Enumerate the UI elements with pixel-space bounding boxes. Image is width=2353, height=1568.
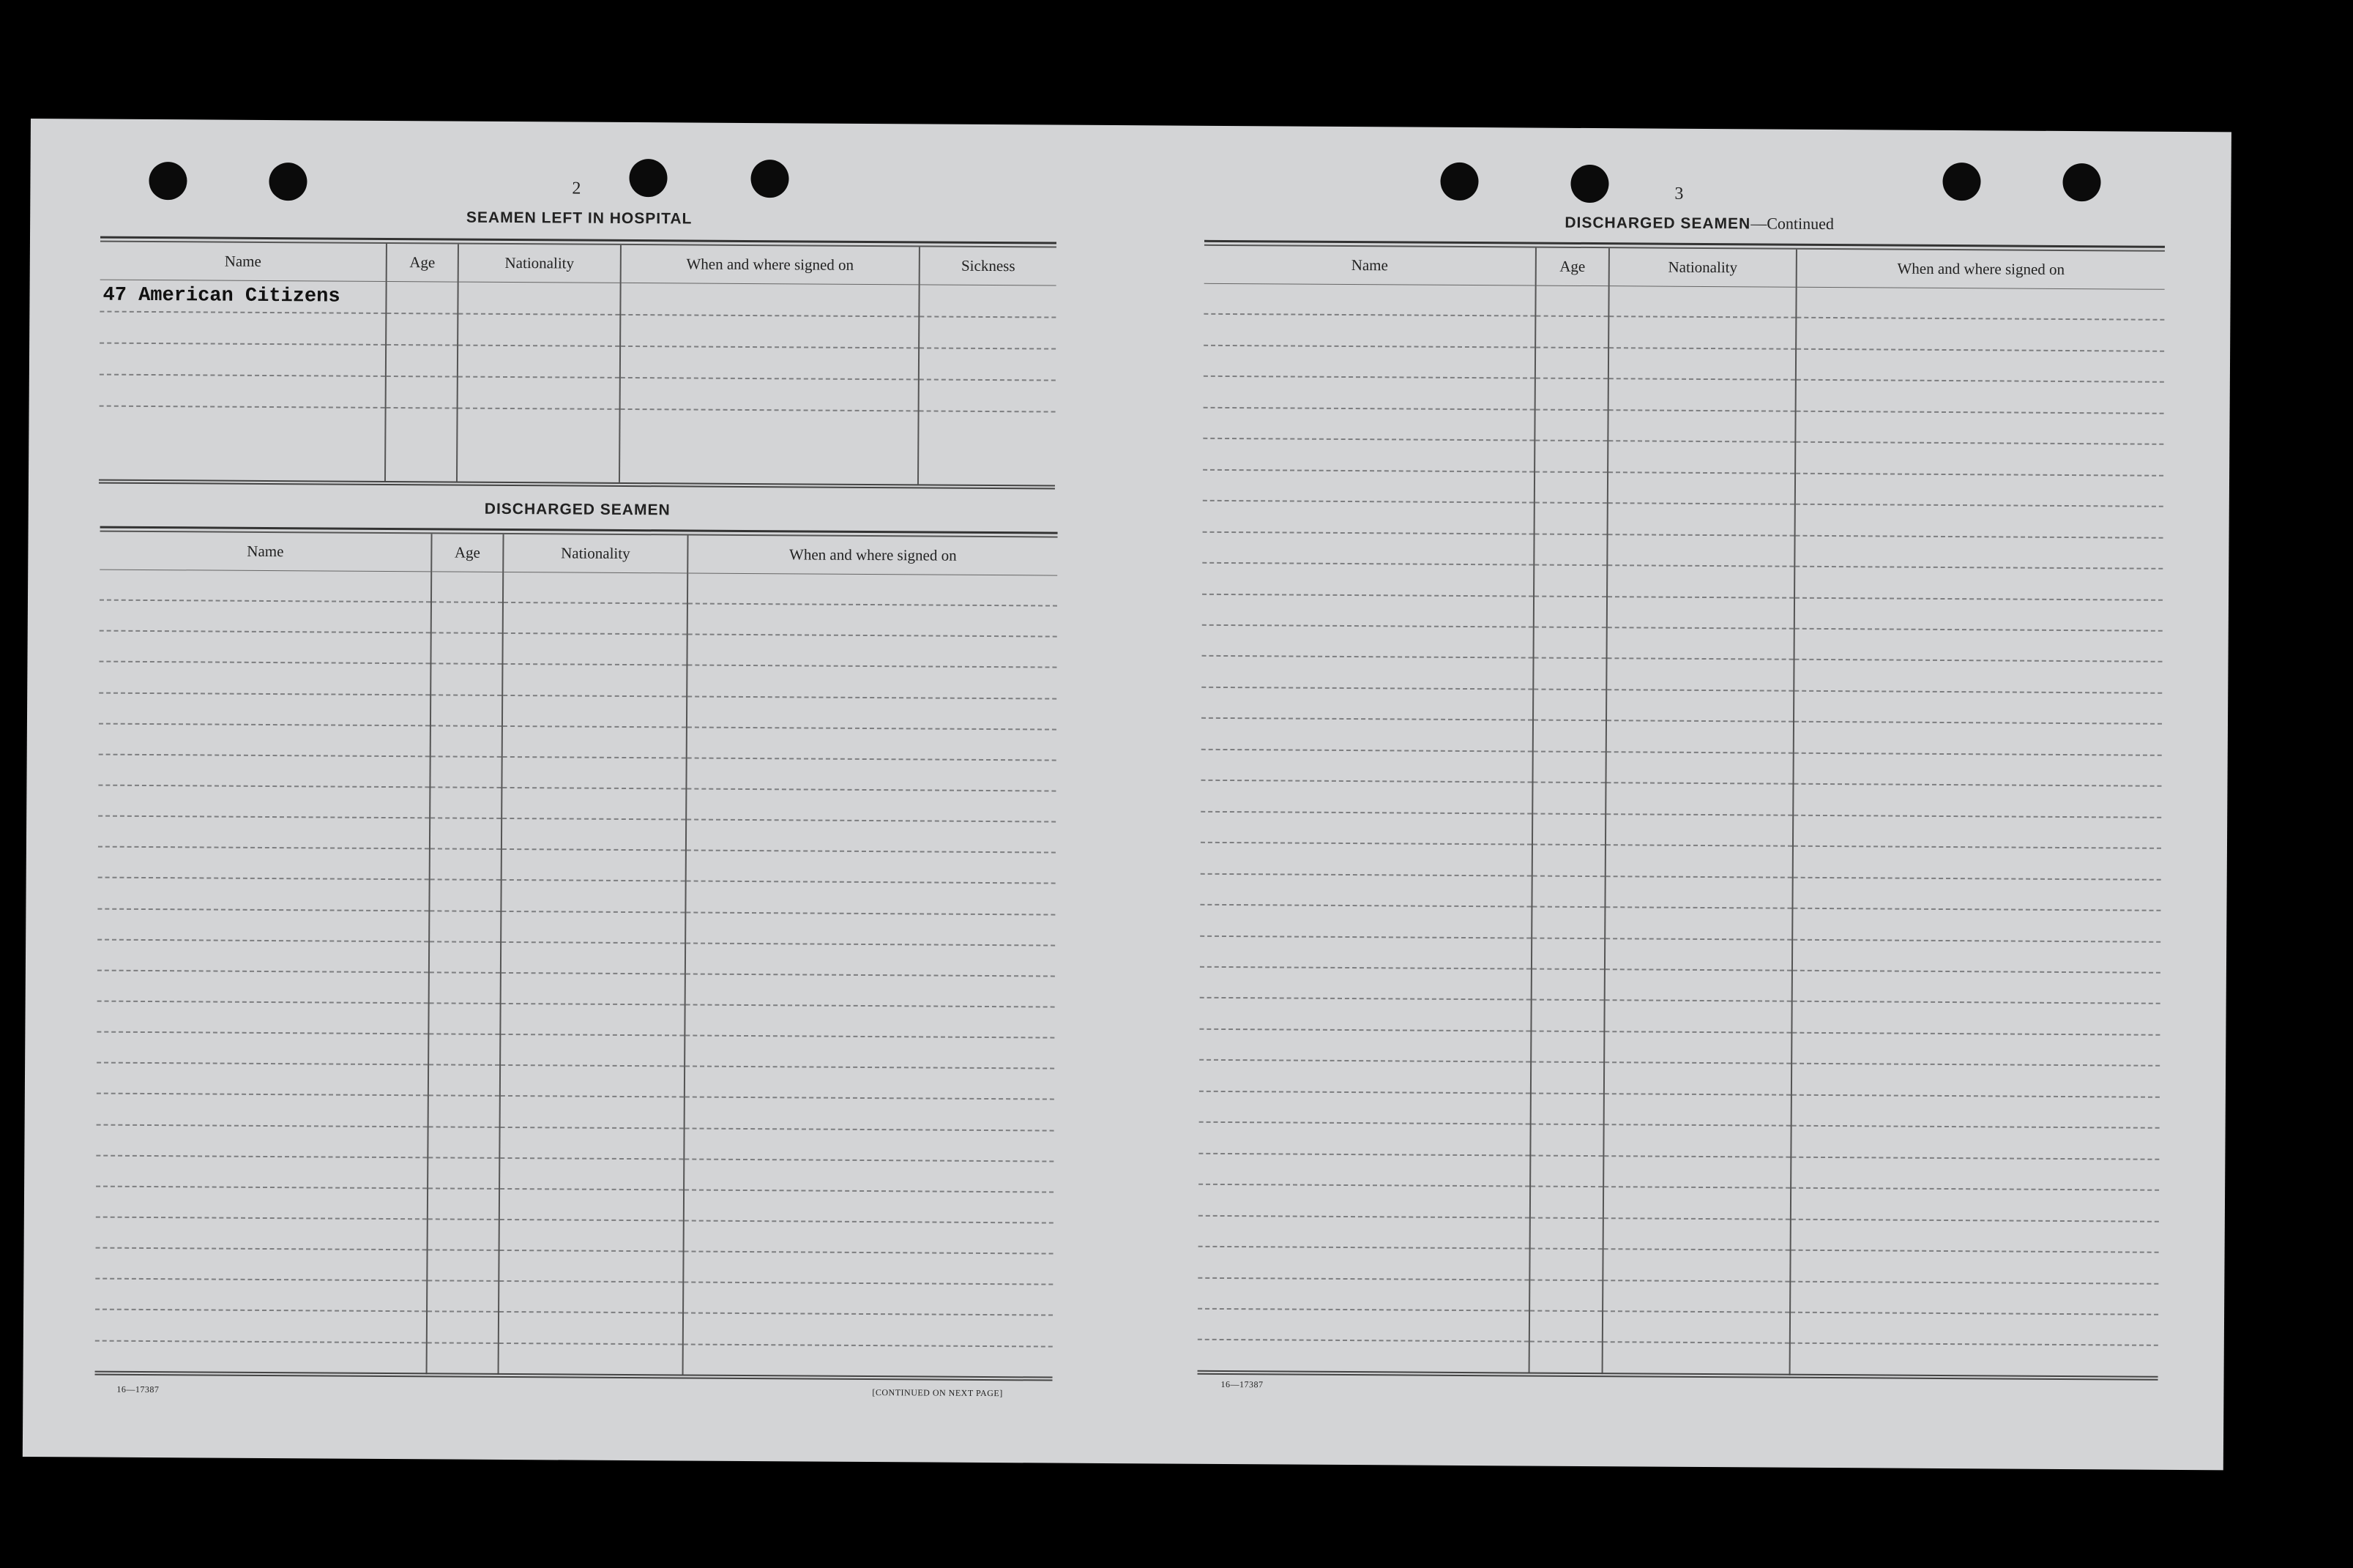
table-row	[1530, 1343, 1602, 1374]
table-row	[1536, 348, 1608, 379]
table-row	[100, 601, 430, 634]
punch-hole	[629, 159, 667, 197]
table-row	[1534, 659, 1606, 690]
table-row	[1793, 940, 2160, 974]
table-row	[1535, 566, 1606, 597]
table-row	[97, 1002, 428, 1035]
table-row	[1532, 1063, 1603, 1094]
table-row	[687, 728, 1056, 761]
table-row	[98, 755, 429, 788]
table-row	[99, 662, 430, 695]
discharged-table-right	[1198, 240, 2165, 1378]
table-row	[431, 665, 501, 696]
table-row	[1608, 535, 1794, 567]
discharged-table-left	[95, 526, 1058, 1378]
table-row	[1794, 815, 2161, 849]
table-row	[500, 1220, 683, 1252]
column-header: Name	[100, 242, 386, 282]
table-row	[430, 850, 501, 881]
table-row	[1605, 1094, 1791, 1127]
table-row	[97, 1064, 428, 1097]
table-row	[499, 1282, 682, 1314]
table-row	[1199, 1061, 1530, 1094]
table-row	[1533, 814, 1605, 845]
table-row	[1604, 1187, 1790, 1220]
table-row	[1605, 1001, 1791, 1034]
table-row	[687, 666, 1056, 699]
table-row	[1532, 908, 1604, 939]
form-number: 16—17387	[1220, 1378, 1264, 1390]
signed-on-column	[619, 245, 919, 484]
table-row	[685, 1221, 1054, 1254]
table-row	[95, 1280, 426, 1313]
table-row	[1606, 908, 1791, 940]
nationality-column	[1602, 248, 1796, 1375]
table-row	[499, 1313, 682, 1345]
table-row	[430, 818, 501, 850]
table-row	[684, 1283, 1053, 1316]
table-row	[1793, 971, 2160, 1005]
table-row	[429, 1004, 499, 1035]
table-row	[501, 1066, 684, 1098]
table-row	[100, 313, 385, 346]
punch-hole	[149, 162, 187, 200]
continued-suffix: —Continued	[1750, 214, 1835, 234]
table-row	[1202, 626, 1533, 659]
table-row	[1203, 408, 1534, 441]
table-row	[1795, 536, 2163, 570]
table-row	[431, 726, 501, 758]
table-row	[1606, 845, 1792, 878]
table-row	[99, 693, 430, 726]
table-row	[430, 911, 500, 943]
table-row	[1606, 815, 1792, 847]
table-row	[1532, 938, 1604, 970]
table-row	[1532, 1094, 1603, 1125]
table-row	[1603, 1281, 1789, 1313]
table-row	[687, 789, 1056, 822]
table-row	[1533, 845, 1605, 877]
table-row	[428, 1250, 498, 1282]
table-row	[1198, 1310, 1529, 1343]
table-row	[1609, 318, 1795, 350]
table-row	[100, 344, 385, 377]
table-row	[97, 971, 428, 1004]
table-row	[1535, 441, 1607, 473]
table-row	[97, 1094, 428, 1127]
table-row	[429, 1097, 499, 1128]
column-header: Nationality	[504, 534, 687, 574]
table-row	[1532, 1031, 1603, 1063]
table-row	[1792, 1002, 2160, 1036]
table-row	[1533, 783, 1605, 815]
table-row	[1535, 504, 1607, 535]
table-row	[430, 942, 500, 974]
table-row	[687, 821, 1056, 854]
table-row	[1200, 936, 1531, 969]
table-row	[501, 1004, 684, 1037]
table-row	[1607, 690, 1793, 723]
table-row	[98, 817, 429, 850]
table-row	[1533, 752, 1605, 783]
table-row	[687, 635, 1056, 668]
table-row	[95, 1341, 426, 1374]
table-row	[1794, 754, 2161, 788]
punch-hole	[269, 163, 307, 201]
table-row	[1204, 284, 1535, 317]
section-title-discharged-continued	[1201, 211, 2197, 236]
table-row	[1794, 660, 2162, 694]
table-row	[1531, 1156, 1603, 1187]
table-row	[684, 1252, 1053, 1285]
table-row	[1536, 379, 1608, 411]
table-row	[1606, 939, 1791, 971]
table-row	[685, 1160, 1054, 1192]
table-row	[1536, 286, 1608, 318]
table-row	[503, 727, 686, 759]
column-header: Nationality	[459, 244, 620, 283]
table-row	[1791, 1127, 2159, 1160]
table-row	[684, 1314, 1053, 1347]
table-row	[1603, 1250, 1789, 1282]
table-row	[1199, 998, 1530, 1031]
table-row	[1794, 723, 2162, 756]
table-row	[1608, 473, 1794, 505]
table-row	[1609, 348, 1795, 381]
punch-hole	[1570, 165, 1608, 203]
punch-hole	[750, 160, 788, 198]
table-row	[1535, 534, 1606, 566]
column-header: When and where signed on	[688, 535, 1057, 575]
table-row	[1530, 1250, 1602, 1281]
table-row	[1201, 843, 1532, 876]
table-row	[1201, 657, 1532, 690]
table-row	[1609, 380, 1795, 412]
table-row	[96, 1156, 427, 1189]
table-row	[1608, 504, 1794, 536]
table-row	[1792, 1034, 2160, 1067]
table-row	[1603, 1312, 1789, 1344]
section-title-hospital: SEAMEN LEFT IN HOSPITAL	[466, 209, 693, 228]
table-row	[687, 758, 1056, 791]
table-row	[95, 1310, 426, 1343]
table-row	[428, 1343, 498, 1375]
table-row	[1199, 1030, 1530, 1063]
table-row	[1201, 750, 1532, 783]
section-title-text: DISCHARGED SEAMEN	[1565, 214, 1751, 233]
table-row	[96, 1125, 427, 1158]
hospital-table	[99, 236, 1056, 485]
table-row	[428, 1127, 499, 1159]
table-row	[1531, 1125, 1603, 1157]
table-row	[1198, 1340, 1529, 1373]
table-row	[1606, 877, 1791, 909]
column-header: Age	[432, 534, 502, 572]
table-row	[501, 1097, 684, 1129]
table-row	[1794, 692, 2162, 725]
table-row	[1608, 441, 1794, 474]
table-row	[500, 1159, 683, 1191]
table-row	[1198, 1278, 1529, 1311]
table-row	[429, 1034, 499, 1066]
table-row	[684, 1345, 1053, 1378]
table-row	[1791, 1282, 2158, 1315]
table-row	[685, 1190, 1054, 1223]
table-row	[1793, 909, 2160, 943]
table-row	[685, 1005, 1054, 1038]
table-row	[1200, 874, 1531, 907]
table-row	[95, 1249, 426, 1282]
table-row	[687, 851, 1056, 884]
table-row	[431, 695, 501, 727]
table-row	[1532, 876, 1604, 908]
table-row	[1198, 1154, 1529, 1187]
table-row	[1797, 288, 2164, 321]
table-row	[685, 1129, 1054, 1162]
table-row	[1535, 410, 1607, 441]
table-row	[686, 913, 1055, 946]
table-row	[1794, 847, 2161, 881]
table-row	[1604, 1125, 1790, 1157]
table-row	[1200, 906, 1531, 938]
table-row	[1791, 1189, 2159, 1222]
table-row	[1534, 690, 1606, 721]
form-number: 16—17387	[116, 1384, 160, 1395]
table-row	[1530, 1280, 1602, 1312]
table-row	[1796, 412, 2163, 446]
table-row	[1535, 628, 1606, 660]
table-row	[98, 786, 429, 819]
punch-hole	[2062, 163, 2100, 201]
table-row	[1202, 564, 1533, 597]
table-row	[504, 572, 687, 605]
table-row	[99, 407, 384, 440]
table-row	[96, 1218, 427, 1251]
table-row	[1198, 1247, 1529, 1280]
table-row	[686, 944, 1055, 977]
column-header: Name	[1204, 246, 1535, 286]
table-row	[100, 280, 385, 314]
table-row	[499, 1251, 682, 1283]
table-row	[504, 603, 687, 635]
table-row	[501, 1035, 684, 1067]
table-row	[686, 882, 1055, 915]
table-row	[97, 1033, 428, 1066]
table-row	[1200, 968, 1531, 1001]
table-row	[502, 758, 685, 790]
table-row	[430, 881, 500, 912]
table-row	[1202, 594, 1533, 627]
table-row	[97, 940, 428, 973]
table-row	[1607, 722, 1793, 754]
table-row	[1534, 721, 1606, 753]
punch-hole	[1440, 163, 1478, 201]
table-row	[1794, 785, 2161, 818]
table-row	[1791, 1344, 2158, 1378]
column-header: Name	[100, 532, 430, 572]
name-column	[99, 242, 386, 481]
table-row	[685, 1037, 1054, 1069]
table-row	[1606, 783, 1792, 815]
table-row	[1609, 286, 1795, 318]
table-row	[430, 757, 501, 788]
table-row	[1606, 753, 1792, 785]
age-column	[1529, 248, 1608, 1375]
table-row	[98, 848, 429, 881]
table-row	[686, 974, 1055, 1007]
table-row	[1204, 315, 1535, 348]
table-row	[1198, 1123, 1529, 1156]
table-row	[503, 696, 686, 728]
table-row	[1198, 1185, 1529, 1218]
age-column	[384, 244, 458, 482]
table-row	[502, 788, 685, 821]
table-row	[1535, 472, 1607, 504]
table-row	[1201, 812, 1532, 845]
table-row	[501, 943, 685, 975]
table-row	[501, 911, 685, 944]
age-column	[426, 534, 503, 1375]
table-row	[1604, 1219, 1790, 1251]
table-row	[99, 632, 430, 665]
nationality-column	[456, 244, 620, 482]
table-row	[1202, 532, 1533, 565]
continued-note: [CONTINUED ON NEXT PAGE]	[872, 1387, 1003, 1399]
table-row	[1203, 471, 1534, 504]
table-row	[1607, 660, 1793, 692]
table-row	[97, 909, 428, 942]
table-row	[100, 376, 385, 408]
page-number: 3	[1674, 184, 1684, 204]
table-row	[428, 1220, 499, 1251]
table-row	[1198, 1216, 1529, 1249]
signed-on-column	[1789, 250, 2165, 1378]
table-row	[1608, 566, 1794, 598]
table-row	[1791, 1251, 2158, 1285]
column-header: Age	[1537, 248, 1608, 287]
name-column	[95, 532, 431, 1375]
table-row	[97, 878, 428, 911]
section-title-discharged: DISCHARGED SEAMEN	[484, 500, 671, 519]
table-row	[1532, 1001, 1603, 1032]
hospital-entry: 47 American Citizens	[102, 284, 340, 308]
table-row	[1796, 505, 2163, 539]
table-row	[1793, 878, 2160, 911]
table-row	[1791, 1313, 2158, 1347]
table-row	[1605, 1063, 1791, 1095]
table-row	[502, 819, 685, 851]
table-row	[1608, 628, 1794, 660]
table-row	[428, 1189, 499, 1220]
column-header: Age	[387, 244, 458, 283]
table-row	[430, 973, 500, 1004]
table-row	[99, 724, 430, 757]
table-row	[688, 605, 1057, 638]
column-header: Sickness	[920, 247, 1056, 285]
table-row	[1201, 688, 1532, 721]
table-row	[685, 1098, 1054, 1131]
table-row	[1204, 377, 1535, 410]
table-row	[1531, 1218, 1603, 1250]
nationality-column	[498, 534, 687, 1376]
table-row	[1608, 411, 1794, 443]
table-row	[1796, 474, 2163, 507]
table-row	[1203, 439, 1534, 472]
table-row	[501, 881, 685, 913]
name-column	[1198, 246, 1535, 1374]
table-row	[432, 603, 502, 635]
table-row	[1603, 1343, 1789, 1375]
table-row	[96, 1187, 427, 1220]
table-row	[432, 572, 502, 603]
sickness-column	[917, 247, 1056, 485]
table-row	[1535, 597, 1606, 628]
table-row	[1203, 501, 1534, 534]
table-row	[1605, 1032, 1791, 1064]
table-row	[428, 1282, 498, 1313]
table-row	[1199, 1092, 1530, 1125]
table-row	[1204, 346, 1535, 379]
table-row	[501, 974, 685, 1006]
table-row	[1791, 1157, 2159, 1191]
table-row	[503, 634, 686, 666]
page-number: 2	[572, 179, 581, 198]
table-row	[428, 1313, 498, 1344]
table-row	[503, 665, 686, 697]
table-row	[100, 570, 430, 603]
table-row	[500, 1190, 683, 1222]
table-row	[1792, 1096, 2160, 1130]
table-row	[1530, 1311, 1602, 1343]
table-row	[499, 1343, 682, 1375]
table-row	[687, 697, 1056, 730]
column-header: When and where signed on	[1797, 250, 2165, 290]
table-row	[685, 1067, 1054, 1100]
table-row	[1792, 1064, 2160, 1098]
column-header: Nationality	[1610, 248, 1796, 288]
table-row	[1797, 350, 2164, 384]
table-row	[1795, 567, 2163, 601]
table-row	[431, 634, 501, 665]
table-row	[1536, 317, 1608, 348]
column-header: When and where signed on	[622, 245, 919, 285]
table-row	[1608, 597, 1794, 630]
table-row	[1797, 318, 2164, 352]
table-row	[429, 1066, 499, 1097]
table-row	[1531, 1187, 1603, 1219]
table-row	[1606, 970, 1791, 1002]
table-row	[430, 788, 501, 819]
table-row	[1797, 381, 2164, 414]
table-row	[1791, 1220, 2159, 1253]
punch-hole	[1942, 163, 1980, 201]
table-row	[1201, 719, 1532, 752]
signed-on-column	[682, 535, 1058, 1378]
table-row	[502, 850, 685, 882]
record-sheet	[23, 119, 2231, 1470]
table-row	[1604, 1157, 1790, 1189]
table-row	[1795, 598, 2163, 632]
table-row	[428, 1158, 499, 1190]
table-row	[688, 573, 1057, 606]
table-row	[1796, 443, 2163, 477]
table-row	[1201, 781, 1532, 814]
table-row	[1795, 630, 2163, 663]
table-row	[1532, 970, 1604, 1001]
table-row	[500, 1127, 683, 1160]
